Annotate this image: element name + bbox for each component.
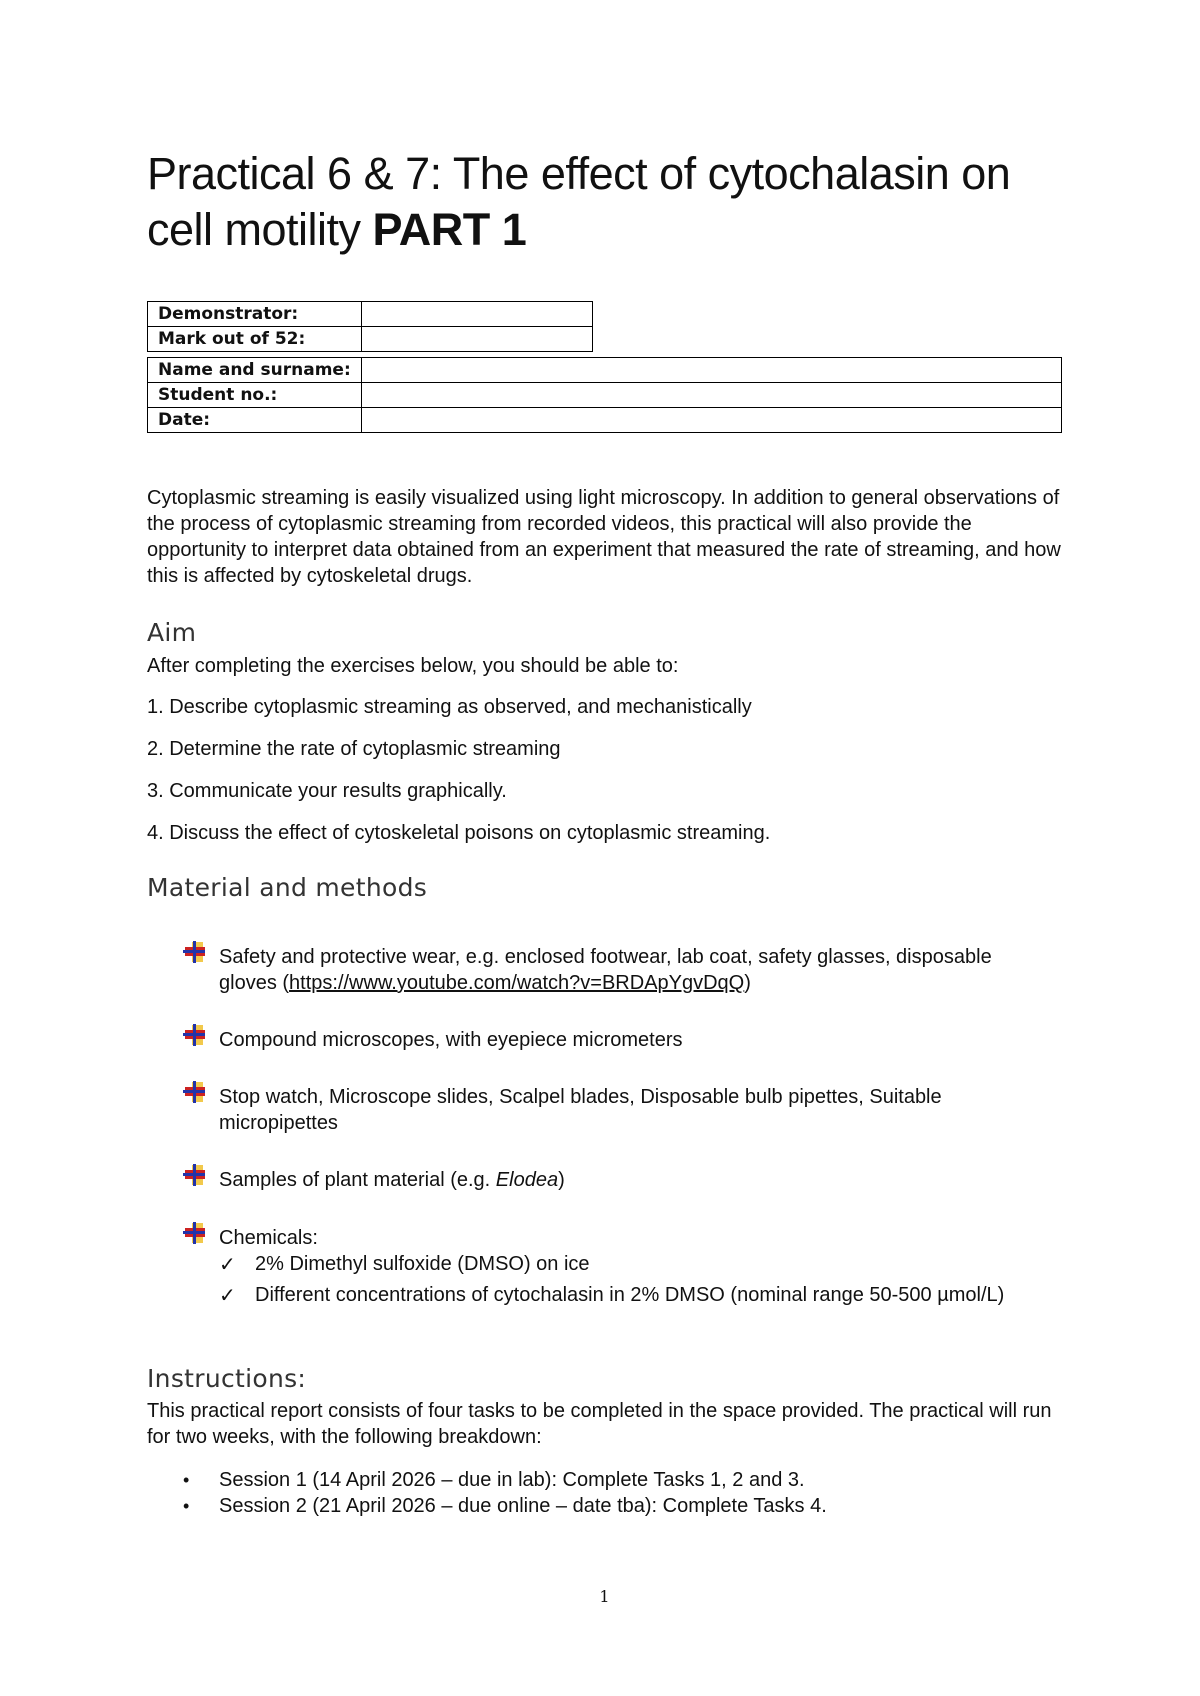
student-no-field[interactable]: [361, 383, 1061, 408]
table-row: [148, 383, 1062, 408]
info-table-top: [147, 301, 593, 352]
name-field[interactable]: [361, 358, 1061, 383]
student-no-label: Student no.:: [148, 383, 362, 408]
list-item: ✓ 2% Dimethyl sulfoxide (DMSO) on ice: [219, 1252, 590, 1276]
material-text: Stop watch, Microscope slides, Scalpel blades, Disposable bulb pipettes, Suitable micropipettes: [219, 1086, 942, 1134]
cross-bullet-icon: [183, 1081, 207, 1103]
cross-bullet-icon: [183, 941, 207, 963]
aim-item: 2. Determine the rate of cytoplasmic streaming: [147, 738, 561, 760]
cross-bullet-icon: [183, 1024, 207, 1046]
table-row: [148, 408, 1062, 433]
aim-item: 4. Discuss the effect of cytoskeletal poisons on cytoplasmic streaming.: [147, 822, 771, 844]
intro-paragraph: Cytoplasmic streaming is easily visualized using light microscopy. In addition to general observations of the process of cytoplasmic streaming from recorded videos, this practical will also provide the opportunity to interpret data obtained from an experiment that measured the rate of streaming, and how this is affected by cytoskeletal drugs.: [147, 487, 1061, 587]
material-text: Samples of plant material (e.g. Elodea): [219, 1169, 565, 1191]
mark-label: Mark out of 52:: [148, 327, 362, 352]
date-field[interactable]: [361, 408, 1061, 433]
cross-bullet-icon: [183, 1222, 207, 1244]
demonstrator-field[interactable]: [362, 302, 593, 327]
mark-field[interactable]: [362, 327, 593, 352]
aim-heading: Aim: [147, 618, 197, 647]
checkmark-icon: ✓: [219, 1283, 236, 1307]
species-name: Elodea: [495, 1169, 559, 1191]
material-text: Compound microscopes, with eyepiece micrometers: [219, 1029, 683, 1051]
aim-lead: After completing the exercises below, you should be able to:: [147, 655, 679, 677]
table-row: [148, 302, 593, 327]
date-label: Date:: [148, 408, 362, 433]
page-title: [147, 146, 1062, 258]
youtube-link[interactable]: https://www.youtube.com/watch?v=BRDApYgvDqQ: [289, 972, 745, 994]
demonstrator-label: Demonstrator:: [148, 302, 362, 327]
dot-bullet: •: [183, 1470, 190, 1490]
cross-bullet-icon: [183, 1164, 207, 1186]
material-text: Safety and protective wear, e.g. enclosed footwear, lab coat, safety glasses, disposable gloves (https://www.youtube.com/watch?v=BRDApYgvDqQ): [219, 946, 992, 994]
title-part-label: PART 1: [372, 204, 527, 255]
instructions-heading: Instructions:: [147, 1364, 307, 1393]
materials-heading: Material and methods: [147, 873, 428, 902]
table-row: [148, 327, 593, 352]
material-text: Chemicals:: [219, 1227, 318, 1249]
table-row: [148, 358, 1062, 383]
checkmark-icon: ✓: [219, 1252, 236, 1276]
aim-item: 1. Describe cytoplasmic streaming as observed, and mechanistically: [147, 696, 752, 718]
list-item: ✓ Different concentrations of cytochalasin in 2% DMSO (nominal range 50-500 µmol/L): [219, 1283, 1005, 1307]
aim-item: 3. Communicate your results graphically.: [147, 780, 507, 802]
name-label: Name and surname:: [148, 358, 362, 383]
page-number: 1: [599, 1587, 610, 1606]
dot-bullet: •: [183, 1496, 190, 1516]
title-main: Practical 6 & 7: The effect of cytochalasin on cell motility: [147, 148, 1011, 255]
chemicals-list: [219, 1251, 1019, 1334]
instructions-paragraph: This practical report consists of four tasks to be completed in the space provided. The practical will run for two weeks, with the following breakdown:: [147, 1400, 1052, 1448]
info-table-bottom: [147, 357, 1062, 433]
